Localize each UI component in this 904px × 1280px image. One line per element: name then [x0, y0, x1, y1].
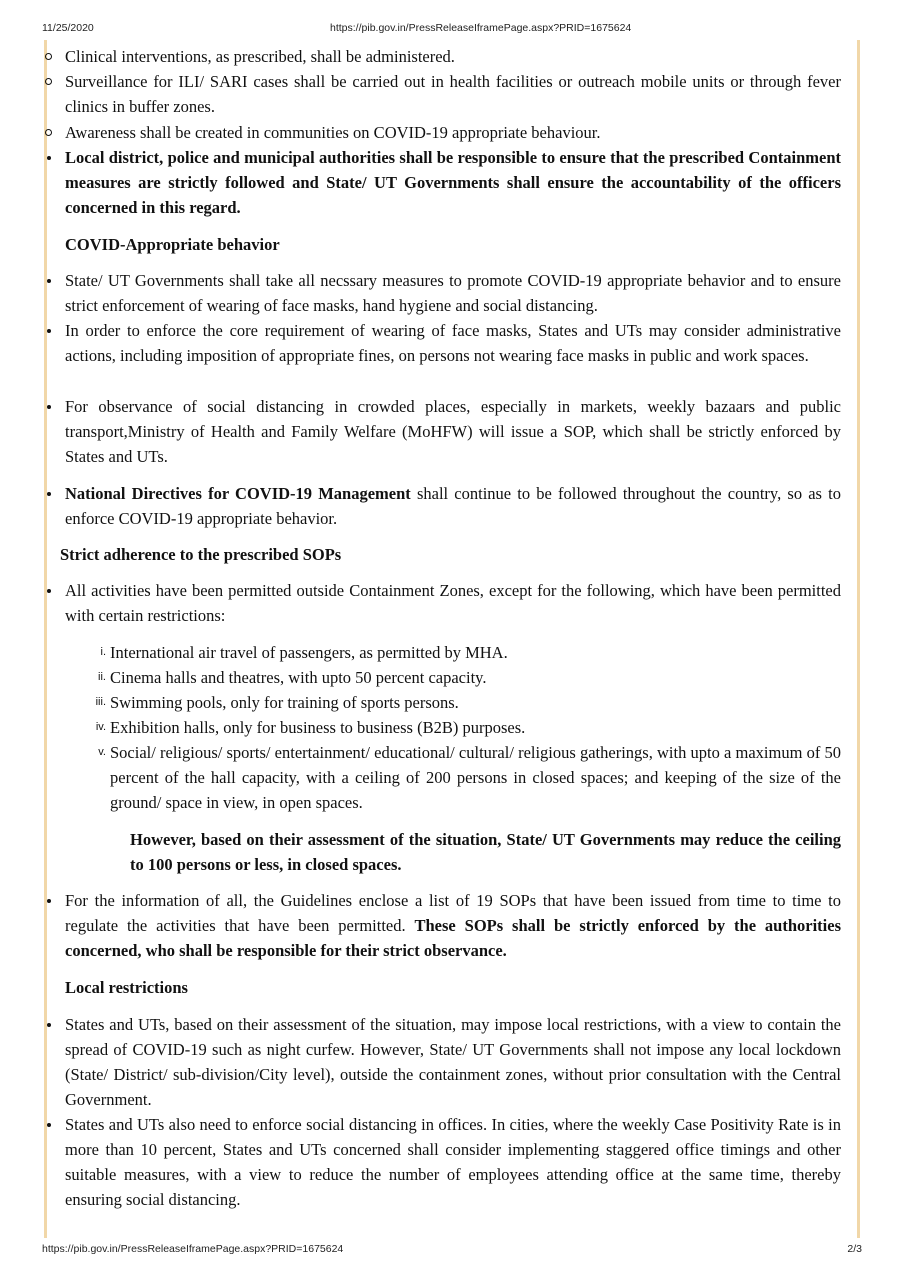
- print-footer-url: https://pib.gov.in/PressReleaseIframePage.aspx?PRID=1675624: [42, 1243, 344, 1255]
- restriction-item: [98, 665, 841, 690]
- covid-behavior-item-2: In order to enforce the core requirement of wearing of face masks, States and UTs may consider administrative actions, including imposition of appropriate fines, on persons not wearing face masks in public and work spaces.: [65, 318, 841, 368]
- ceiling-note: However, based on their assessment of the situation, State/ UT Governments may reduce the ceiling to 100 persons or less, in closed spaces.: [130, 830, 841, 874]
- covid-behavior-item-1: State/ UT Governments shall take all necssary measures to promote COVID-19 appropriate behavior and to ensure strict enforcement of wearing of face masks, hand hygiene and social distancing.: [65, 268, 841, 318]
- local-restrictions-item-2: States and UTs also need to enforce social distancing in offices. In cities, where the weekly Case Positivity Rate is in more than 10 percent, States and UTs concerned shall consider implementing staggered office timings and other suitable measures, with a view to reduce the number of employees attending office at the same time, thereby ensuring social distancing.: [65, 1112, 841, 1212]
- restriction-number: iii.: [95, 696, 106, 708]
- restriction-item: [98, 740, 841, 815]
- print-header-url: https://pib.gov.in/PressReleaseIframePage.aspx?PRID=1675624: [330, 22, 632, 34]
- restriction-text: Social/ religious/ sports/ entertainment/ educational/ cultural/ religious gatherings, with upto a maximum of 50 percent of the hall capacity, with a ceiling of 200 persons in closed spaces; and keeping of the size of the ground/ space in view, in open spaces.: [110, 743, 841, 812]
- print-header: [0, 22, 904, 36]
- sops-info-bold: These SOPs shall be strictly enforced by the authorities concerned, who shall be responsible for their strict observance.: [65, 916, 841, 960]
- containment-surveillance-item: Surveillance for ILI/ SARI cases shall be carried out in health facilities or outreach mobile units or through fever clinics in buffer zones.: [65, 69, 841, 119]
- restriction-text: Swimming pools, only for training of sports persons.: [110, 693, 459, 712]
- sops-info-item: [65, 888, 841, 963]
- national-directives-label: National Directives for COVID-19 Management: [65, 484, 411, 503]
- sops-intro-item: All activities have been permitted outside Containment Zones, except for the following, which have been permitted with certain restrictions:: [65, 578, 841, 628]
- print-footer: [0, 1243, 904, 1257]
- restriction-number: ii.: [98, 671, 106, 683]
- covid-behavior-item-4: [65, 481, 841, 531]
- sops-info-text: For the information of all, the Guidelines enclose a list of 19 SOPs that have been issued from time to time to regulate the activities that have been permitted.: [65, 891, 841, 935]
- restriction-text: International air travel of passengers, as permitted by MHA.: [110, 643, 508, 662]
- national-directives-text: shall continue to be followed throughout the country, so as to enforce COVID-19 appropriate behavior.: [65, 484, 841, 528]
- containment-clinical-item: Clinical interventions, as prescribed, shall be administered.: [65, 44, 841, 69]
- containment-awareness-item: Awareness shall be created in communities on COVID-19 appropriate behaviour.: [65, 120, 841, 145]
- restriction-number: iv.: [95, 721, 106, 733]
- restriction-item: [95, 715, 841, 740]
- restriction-item: [100, 640, 841, 665]
- covid-behavior-item-3: For observance of social distancing in crowded places, especially in markets, weekly bazaars and public transport,Ministry of Health and Family Welfare (MoHFW) will issue a SOP, which shall be strictly enforced by States and UTs.: [65, 394, 841, 469]
- containment-responsibility-item: Local district, police and municipal authorities shall be responsible to ensure that the prescribed Containment measures are strictly followed and State/ UT Governments shall ensure the accountability of the officers concerned in this regard.: [65, 145, 841, 220]
- restriction-number: v.: [98, 746, 106, 758]
- print-date: 11/25/2020: [42, 22, 94, 34]
- local-restrictions-heading: Local restrictions: [65, 978, 188, 997]
- sops-heading: Strict adherence to the prescribed SOPs: [60, 545, 342, 564]
- restriction-text: Cinema halls and theatres, with upto 50 percent capacity.: [110, 668, 487, 687]
- covid-behavior-heading: COVID-Appropriate behavior: [65, 235, 280, 254]
- restriction-item: [95, 690, 841, 715]
- restriction-text: Exhibition halls, only for business to business (B2B) purposes.: [110, 718, 526, 737]
- page-number: 2/3: [847, 1243, 862, 1255]
- document-body: [0, 40, 904, 1238]
- local-restrictions-item-1: States and UTs, based on their assessment of the situation, may impose local restrictions, with a view to contain the spread of COVID-19 such as night curfew. However, State/ UT Governments shall not impose any local lockdown (State/ District/ sub-division/City level), outside the containment zones, without prior consultation with the Central Government.: [65, 1012, 841, 1112]
- restriction-number: i.: [100, 646, 106, 658]
